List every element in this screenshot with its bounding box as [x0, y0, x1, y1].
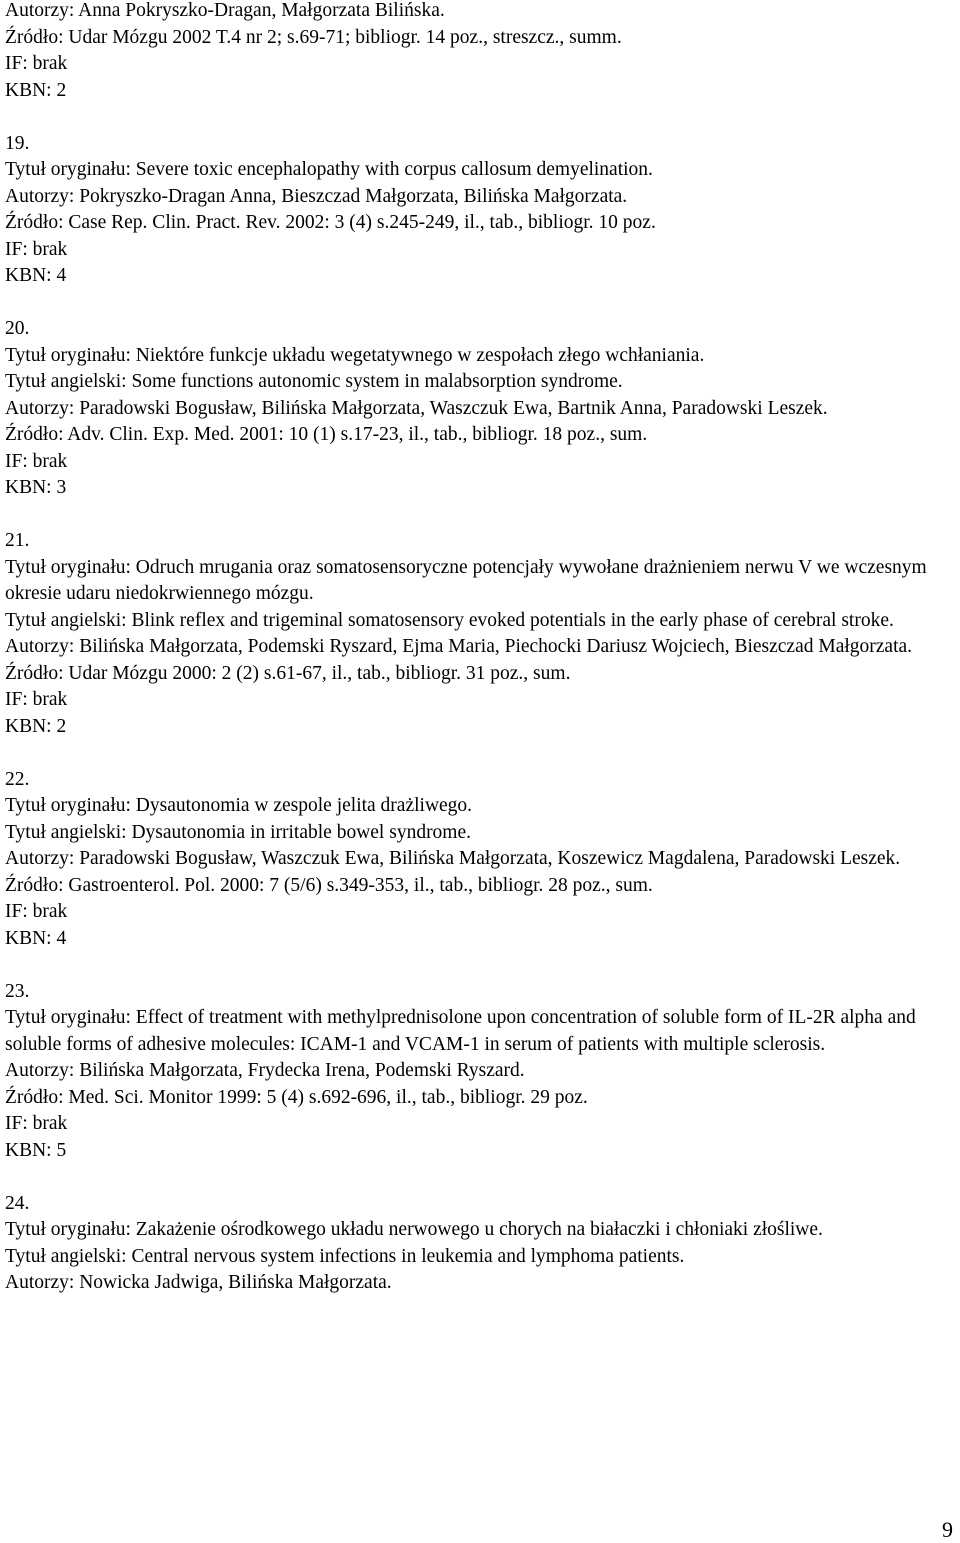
bibliography-entry-24	[5, 1191, 955, 1297]
source-line: Źródło: Adv. Clin. Exp. Med. 2001: 10 (1) s.17-23, il., tab., bibliogr. 18 poz., sum.	[5, 424, 648, 445]
authors-line: Autorzy: Paradowski Bogusław, Bilińska Małgorzata, Waszczuk Ewa, Bartnik Anna, Paradowski Leszek.	[5, 397, 828, 419]
original-title-line: Tytuł oryginału: Odruch mrugania oraz somatosensoryczne potencjały wywołane drażnieniem nerwu V we wczesnym okresie udaru niedokrwiennego mózgu.	[5, 556, 927, 604]
source-line: Źródło: Med. Sci. Monitor 1999: 5 (4) s.692-696, il., tab., bibliogr. 29 poz.	[5, 1086, 588, 1108]
bibliography-entry-20	[5, 316, 955, 502]
entry-number: 24.	[5, 1192, 30, 1214]
source-line: Źródło: Case Rep. Clin. Pract. Rev. 2002: 3 (4) s.245-249, il., tab., bibliogr. 10 poz.	[5, 212, 656, 233]
original-title-line: Tytuł oryginału: Dysautonomia w zespole jelita drażliwego.	[5, 795, 473, 816]
source-line: Źródło: Udar Mózgu 2002 T.4 nr 2; s.69-71; bibliogr. 14 poz., streszcz., summ.	[5, 26, 622, 48]
impact-factor-line: IF: brak	[5, 53, 68, 74]
bibliography-entry-21	[5, 528, 955, 740]
source-line: Źródło: Udar Mózgu 2000: 2 (2) s.61-67, il., tab., bibliogr. 31 poz., sum.	[5, 662, 571, 684]
authors-line: Autorzy: Paradowski Bogusław, Waszczuk Ewa, Bilińska Małgorzata, Koszewicz Magdalena, Paradowski Leszek.	[5, 848, 901, 869]
source-line: Źródło: Gastroenterol. Pol. 2000: 7 (5/6) s.349-353, il., tab., bibliogr. 28 poz., sum.	[5, 874, 653, 896]
entry-number: 22.	[5, 768, 30, 790]
kbn-line: KBN: 3	[5, 477, 67, 498]
english-title-line: Tytuł angielski: Blink reflex and trigeminal somatosensory evoked potentials in the early phase of cerebral stroke.	[5, 609, 894, 631]
authors-line: Autorzy: Nowicka Jadwiga, Bilińska Małgorzata.	[5, 1272, 392, 1293]
kbn-line: KBN: 2	[5, 79, 67, 101]
impact-factor-line: IF: brak	[5, 901, 68, 922]
authors-line: Autorzy: Bilińska Małgorzata, Frydecka Irena, Podemski Ryszard.	[5, 1060, 525, 1081]
impact-factor-line: IF: brak	[5, 689, 68, 710]
original-title-line: Tytuł oryginału: Effect of treatment with methylprednisolone upon concentration of soluble form of IL-2R alpha and soluble forms of adhesive molecules: ICAM-1 and VCAM-1 in serum of patients with multiple sclerosis.	[5, 1007, 916, 1055]
impact-factor-line: IF: brak	[5, 238, 68, 260]
english-title-line: Tytuł angielski: Central nervous system infections in leukemia and lymphoma patients.	[5, 1245, 685, 1267]
authors-line: Autorzy: Pokryszko-Dragan Anna, Bieszczad Małgorzata, Bilińska Małgorzata.	[5, 185, 628, 207]
entry-number: 21.	[5, 530, 30, 551]
document-page	[5, 0, 955, 1297]
bibliography-entry-continued	[5, 0, 955, 104]
authors-line: Autorzy: Anna Pokryszko-Dragan, Małgorzata Bilińska.	[5, 0, 445, 21]
authors-line: Autorzy: Bilińska Małgorzata, Podemski Ryszard, Ejma Maria, Piechocki Dariusz Wojciech, Bieszczad Małgorzata.	[5, 636, 913, 657]
kbn-line: KBN: 2	[5, 715, 67, 737]
kbn-line: KBN: 5	[5, 1139, 67, 1161]
kbn-line: KBN: 4	[5, 265, 67, 286]
english-title-line: Tytuł angielski: Dysautonomia in irritable bowel syndrome.	[5, 821, 472, 843]
original-title-line: Tytuł oryginału: Zakażenie ośrodkowego układu nerwowego u chorych na białaczki i chłoniaki złośliwe.	[5, 1219, 823, 1240]
bibliography-entry-23	[5, 979, 955, 1165]
kbn-line: KBN: 4	[5, 927, 67, 949]
impact-factor-line: IF: brak	[5, 450, 68, 472]
entry-number: 23.	[5, 980, 30, 1002]
page-number: 9	[942, 1517, 953, 1542]
impact-factor-line: IF: brak	[5, 1113, 68, 1134]
bibliography-entry-19	[5, 131, 955, 290]
original-title-line: Tytuł oryginału: Severe toxic encephalopathy with corpus callosum demyelination.	[5, 159, 653, 180]
entry-number: 19.	[5, 132, 30, 154]
english-title-line: Tytuł angielski: Some functions autonomic system in malabsorption syndrome.	[5, 371, 623, 392]
bibliography-entry-22	[5, 767, 955, 953]
original-title-line: Tytuł oryginału: Niektóre funkcje układu wegetatywnego w zespołach złego wchłaniania.	[5, 344, 705, 366]
entry-number: 20.	[5, 318, 30, 339]
